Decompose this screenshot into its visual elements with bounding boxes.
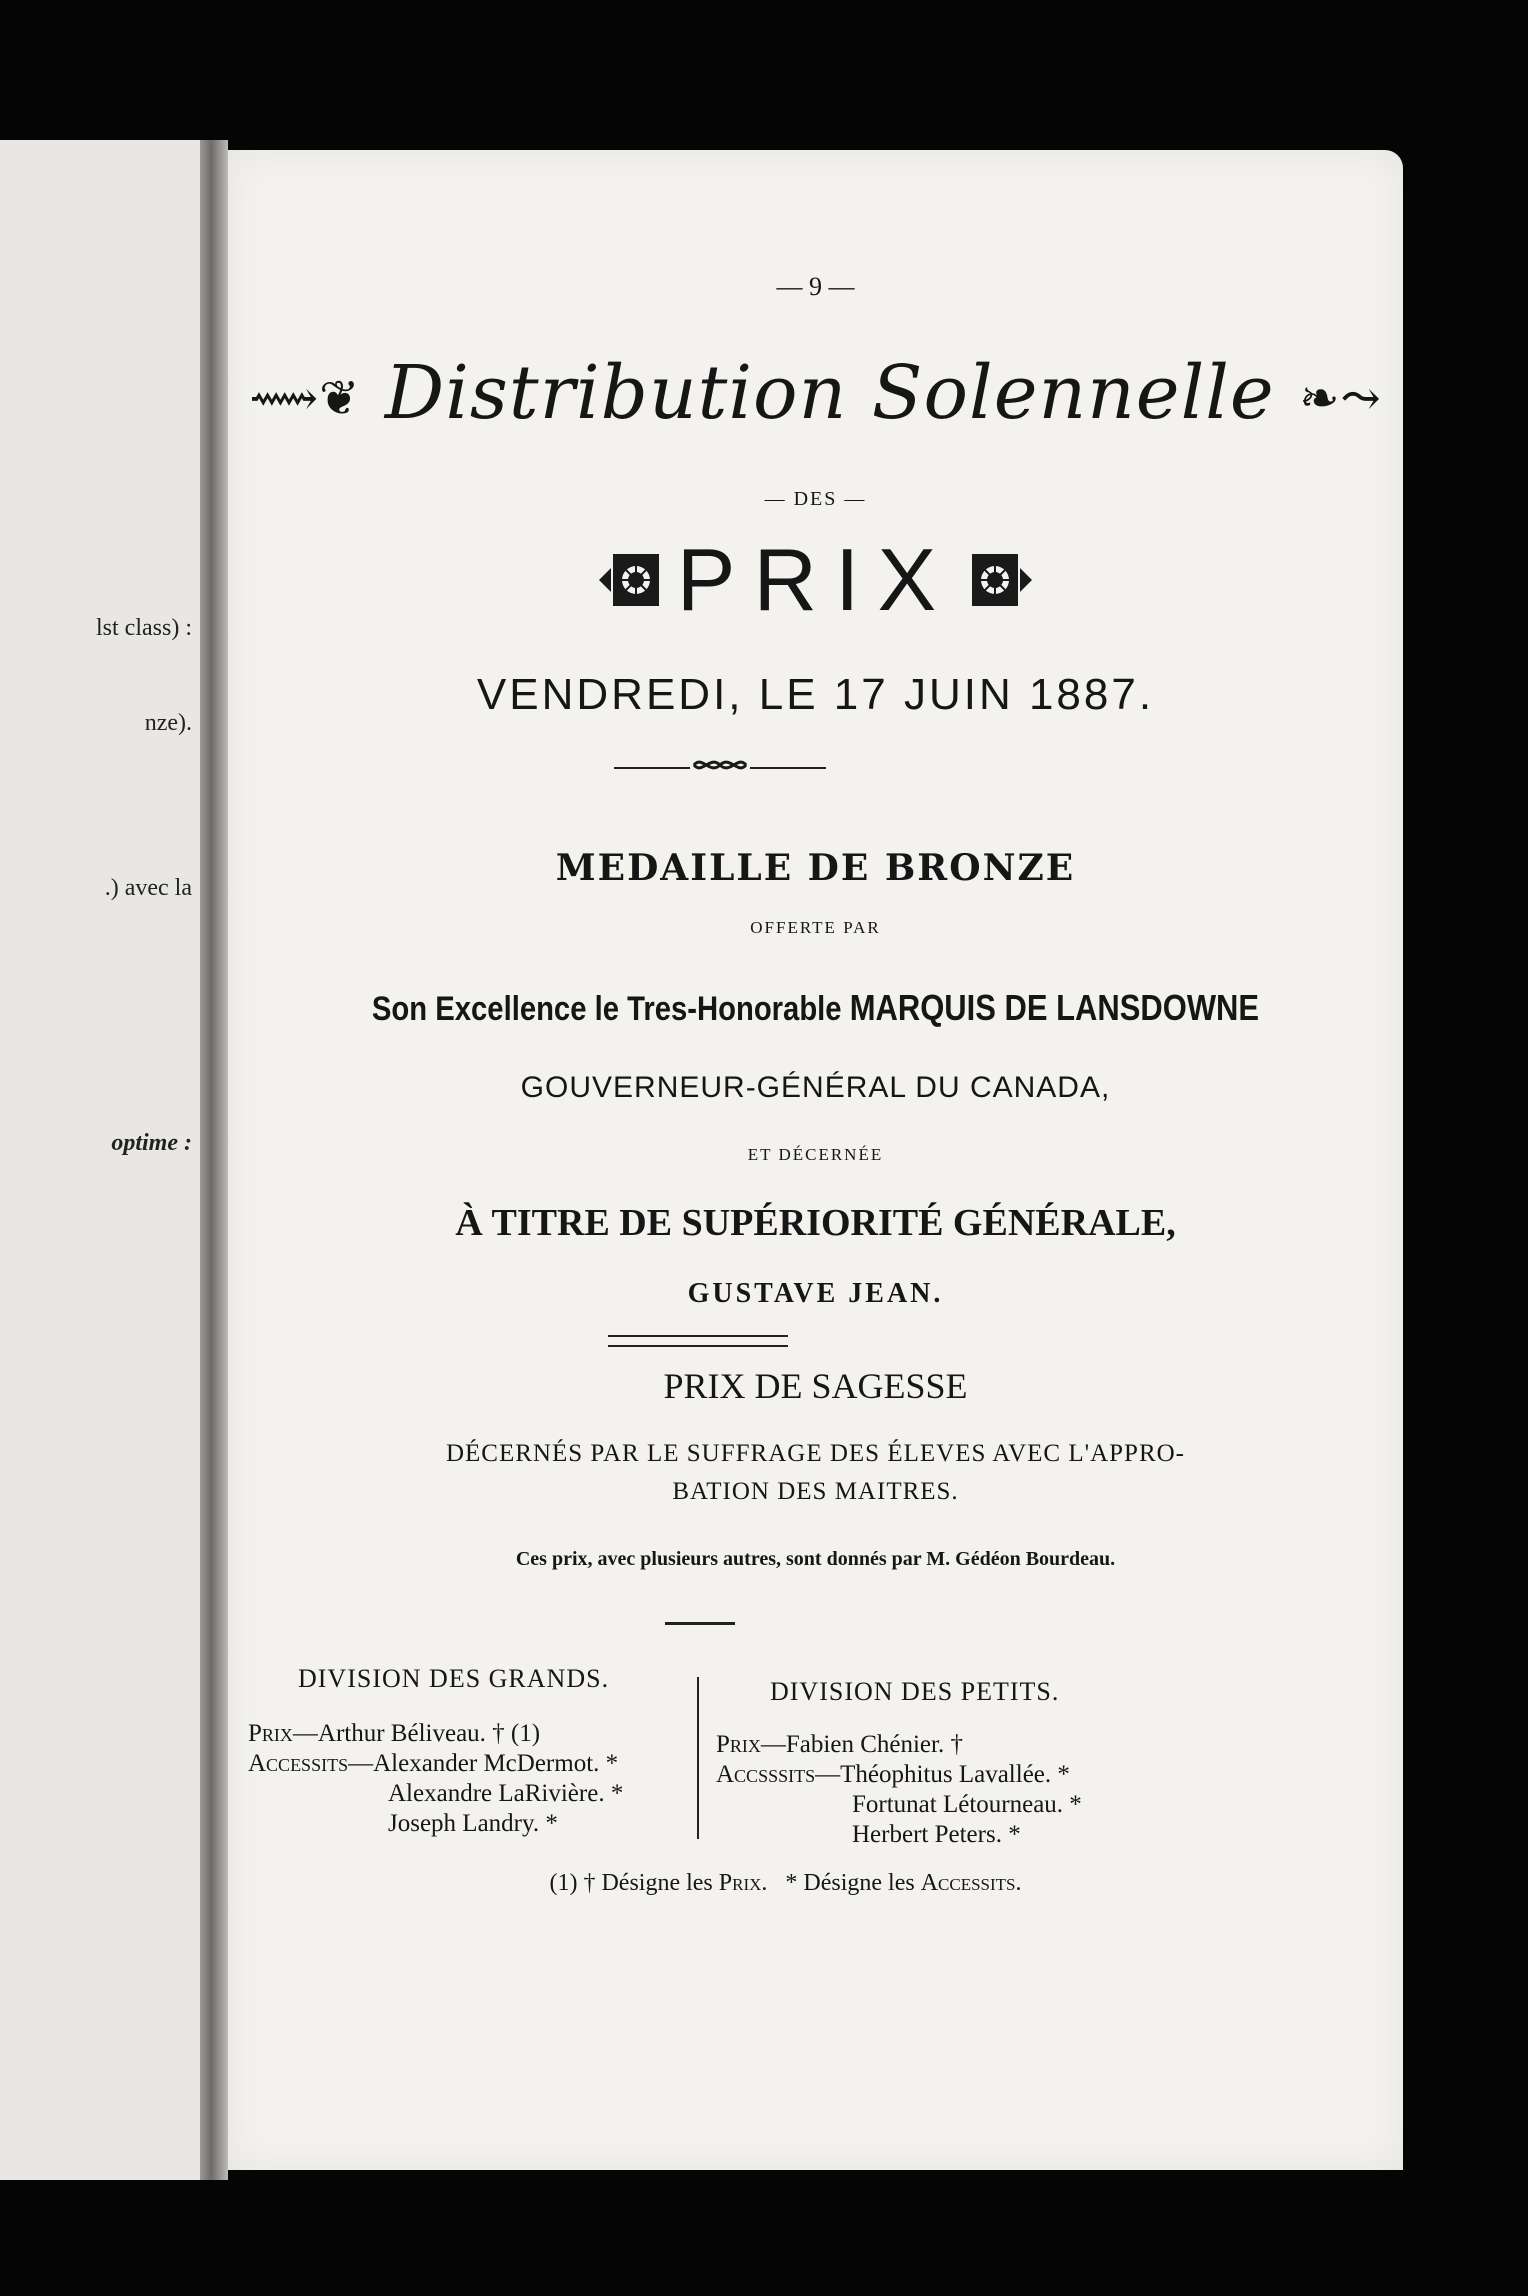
- flourish-left-icon: ⟿❦: [249, 370, 361, 427]
- donor-note: Ces prix, avec plusieurs autres, sont donnés par M. Gédéon Bourdeau.: [515, 1548, 1116, 1570]
- son-excellence-prefix: Son Excellence le Tres-Honorable: [371, 990, 842, 1028]
- double-rule: [608, 1335, 788, 1347]
- document-page: [228, 150, 1403, 2170]
- list-item: Prix—Arthur Béliveau. † (1): [248, 1720, 541, 1747]
- petits-list: [716, 1730, 1082, 1850]
- des-label: — DES —: [764, 488, 867, 510]
- left-fragment: optime :: [111, 1130, 192, 1156]
- list-item: Accsssits—Théophitus Lavallée. *: [716, 1761, 1070, 1788]
- left-fragment: nze).: [144, 710, 192, 736]
- petits-heading: DIVISION DES PETITS.: [770, 1677, 1060, 1706]
- list-item: Herbert Peters. *: [852, 1821, 1021, 1848]
- prix-heading: PRIX: [676, 530, 955, 629]
- decernes-line-1: DÉCERNÉS PAR LE SUFFRAGE DES ÉLEVES AVEC L'APPRO-: [445, 1440, 1186, 1467]
- list-item: Accessits—Alexander McDermot. *: [248, 1750, 619, 1777]
- left-fragment: lst class) :: [96, 615, 192, 641]
- page-title: [228, 350, 1403, 436]
- footnote: (1) † Désigne les Prix. * Désigne les Accessits.: [549, 1870, 1022, 1896]
- titre-line: À TITRE DE SUPÉRIORITÉ GÉNÉRALE,: [455, 1202, 1176, 1244]
- ornament-left-icon: [597, 548, 661, 612]
- decernes-line-2: BATION DES MAITRES.: [672, 1478, 959, 1505]
- title-text: Distribution Solennelle: [384, 350, 1275, 436]
- divider-knot-icon: [690, 755, 750, 775]
- list-item: Prix—Fabien Chénier. †: [716, 1731, 963, 1758]
- grands-list: [248, 1719, 623, 1839]
- date-line: VENDREDI, LE 17 JUIN 1887.: [476, 670, 1155, 719]
- gouverneur-line: GOUVERNEUR-GÉNÉRAL DU CANADA,: [520, 1071, 1111, 1104]
- medaille-heading: MEDAILLE DE BRONZE: [555, 847, 1076, 889]
- prix-heading-row: [228, 530, 1403, 630]
- list-item: Joseph Landry. *: [388, 1810, 558, 1837]
- decernee-label: ET DÉCERNÉE: [747, 1145, 884, 1164]
- ornament-right-icon: [970, 548, 1034, 612]
- short-rule: [665, 1622, 735, 1625]
- left-fragment: .) avec la: [104, 875, 192, 901]
- list-item: Fortunat Létourneau. *: [852, 1791, 1082, 1818]
- grands-heading: DIVISION DES GRANDS.: [298, 1664, 610, 1693]
- flourish-right-icon: ❧⤳: [1299, 370, 1382, 427]
- son-excellence-line: [310, 987, 1321, 1029]
- column-divider: [697, 1677, 699, 1839]
- page-number: — 9 —: [776, 272, 855, 301]
- son-excellence-name: MARQUIS DE LANSDOWNE: [849, 987, 1260, 1028]
- offerte-label: OFFERTE PAR: [750, 918, 881, 937]
- list-item: Alexandre LaRivière. *: [388, 1780, 624, 1807]
- winner-name: GUSTAVE JEAN.: [687, 1278, 944, 1309]
- sagesse-heading: PRIX DE SAGESSE: [663, 1366, 968, 1406]
